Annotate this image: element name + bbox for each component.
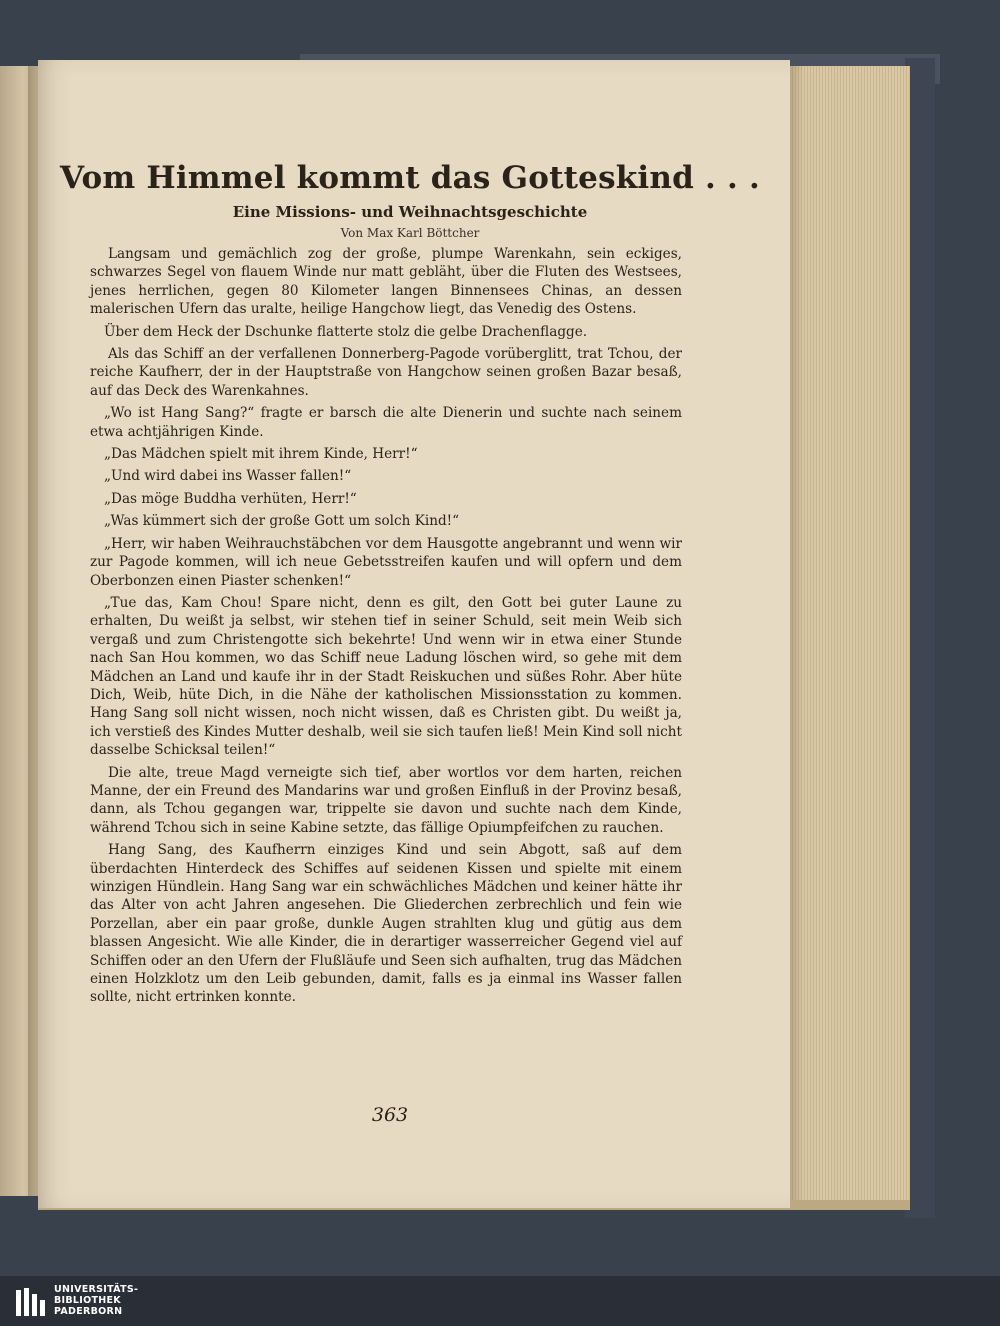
logo-line: UNIVERSITÄTS- (54, 1284, 139, 1295)
story-title: Vom Himmel kommt das Gotteskind . . . (60, 160, 760, 196)
footer-bar (0, 1276, 1000, 1326)
paragraph: Hang Sang, des Kaufherrn einziges Kind und sein Abgott, saß auf dem überdachten Hinterdeck des Schiffes auf seidenen Kissen und spielte mit einem winzigen Hündlein. Hang Sang war ein schwächliches Mädchen und keiner hätte ihr das Alter von acht Jahren angesehen. Die Gliederchen zerbrechlich und fein wie Porzellan, aber ein paar große, dunkle Augen strahlten klug und gütig aus dem blassen Angesicht. Wie alle Kinder, die in derartiger wasserreicher Gegend viel auf Schiffen oder an den Ufern der Flußläufe und Seen sich aufhalten, trug das Mädchen einen Holzklotz um den Leib gebunden, damit, falls es ja einmal ins Wasser fallen sollte, nicht ertrinken konnte. (90, 842, 682, 1006)
author-byline: Von Max Karl Böttcher (340, 226, 480, 240)
paragraph: „Und wird dabei ins Wasser fallen!“ (104, 468, 352, 485)
story-body (90, 245, 682, 1011)
story-subtitle: Eine Missions- und Weihnachtsgeschichte (232, 203, 588, 221)
paragraph: Die alte, treue Magd verneigte sich tief, aber wortlos vor dem harten, reichen Manne, der ein Freund des Mandarins war und großen Einfluß in der Provinz besaß, dann, als Tchou gegangen war, trippelte sie davon und suchte nach dem Kinde, während Tchou sich in seine Kabine setzte, das fällige Opiumpfeifchen zu rauchen. (90, 764, 682, 836)
library-logo-icon (14, 1286, 50, 1318)
logo-line: BIBLIOTHEK (54, 1295, 121, 1306)
paragraph: Langsam und gemächlich zog der große, plumpe Warenkahn, sein eckiges, schwarzes Segel von flauem Winde nur matt gebläht, über die Fluten des Westsees, jenes herrlichen, gegen 80 Kilometer langen Binnensees Chinas, an dessen malerischen Ufern das uralte, heilige Hangchow liegt, das Venedig des Ostens. (90, 246, 682, 318)
paragraph: „Herr, wir haben Weihrauchstäbchen vor dem Hausgotte angebrannt und wenn wir zur Pagode kommen, will ich neue Gebetsstreifen kaufen und will opfern und dem Oberbonzen einen Piaster schenken!“ (90, 535, 682, 589)
page-number: 363 (371, 1104, 409, 1126)
paragraph: „Das Mädchen spielt mit ihrem Kinde, Herr!“ (104, 446, 418, 463)
paragraph: Über dem Heck der Dschunke flatterte stolz die gelbe Drachenflagge. (104, 323, 588, 340)
paragraph: „Tue das, Kam Chou! Spare nicht, denn es gilt, den Gott bei guter Laune zu erhalten, Du weißt ja selbst, wir stehen tief in seiner Schuld, seit mein Weib sich vergaß und zum Christengotte sich bekehrte! Und wenn wir in etwa einer Stunde nach San Hou kommen, wo das Schiff neue Ladung löschen wird, so gehe mit dem Mädchen an Land und kaufe ihr in der Stadt Reiskuchen und süßes Rohr. Aber hüte Dich, Weib, hüte Dich, in die Nähe der katholischen Missionsstation zu kommen. Hang Sang soll nicht wissen, noch nicht wissen, daß es Christen gibt. Du weißt ja, ich verstieß des Kindes Mutter deshalb, weil sie sich taufen ließ! Mein Kind soll nicht dasselbe Schicksal teilen!“ (90, 594, 682, 759)
paragraph: „Das möge Buddha verhüten, Herr!“ (104, 490, 357, 507)
paragraph: „Was kümmert sich der große Gott um solch Kind!“ (104, 513, 460, 530)
paragraph: Als das Schiff an der verfallenen Donnerberg-Pagode vorüberglitt, trat Tchou, der reiche Kaufherr, der in der Hauptstraße von Hangchow seinen großen Bazar besaß, auf das Deck des Warenkahnes. (90, 346, 682, 399)
paragraph: „Wo ist Hang Sang?“ fragte er barsch die alte Dienerin und suchte nach seinem etwa achtjährigen Kinde. (90, 405, 682, 440)
library-logo-text (54, 1284, 138, 1317)
logo-line: PADERBORN (54, 1306, 123, 1317)
